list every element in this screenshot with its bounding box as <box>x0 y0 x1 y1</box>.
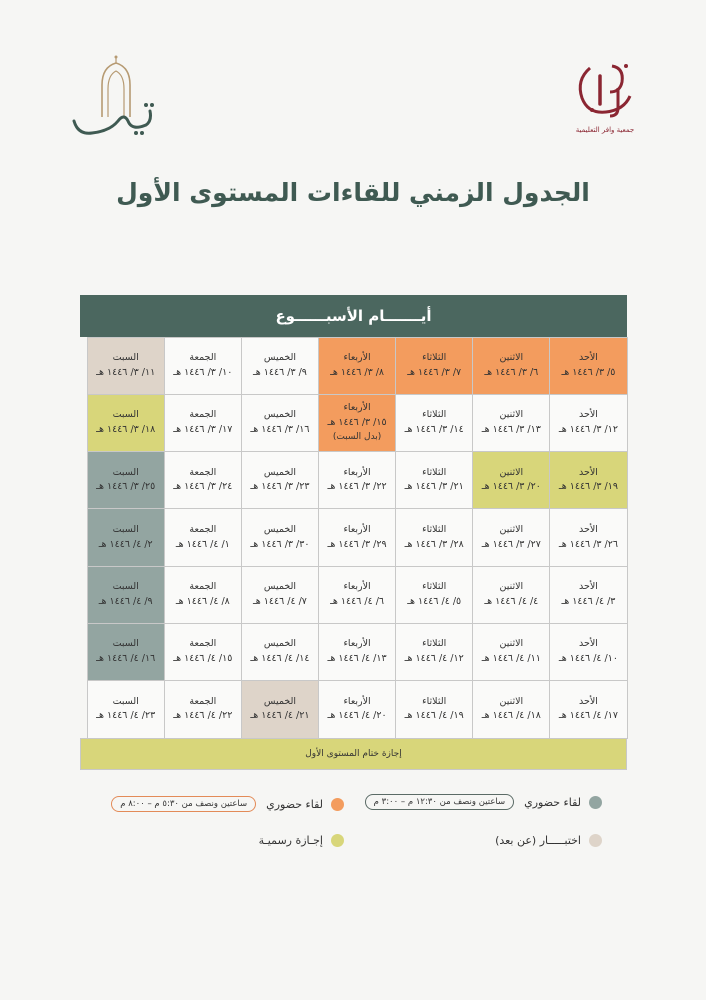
day-cell <box>87 451 165 509</box>
day-cell <box>395 451 473 509</box>
day-name: الاثنين <box>499 351 524 363</box>
day-name: الأربعاء <box>343 523 371 535</box>
day-cell <box>318 680 396 738</box>
day-cell <box>241 394 319 452</box>
day-date: ١٢/ ٣/ ١٤٤٦ هـ <box>558 423 618 435</box>
day-name: الأحد <box>578 351 598 363</box>
wafer-logo-mark <box>570 58 640 120</box>
day-cell <box>549 451 627 509</box>
day-date: ١٥/ ٣/ ١٤٤٦ هـ <box>327 416 387 428</box>
day-name: الأحد <box>578 638 598 650</box>
day-date: ٥/ ٤/ ١٤٤٦ هـ <box>407 595 462 607</box>
day-name: الجمعة <box>189 351 217 363</box>
yellow-dot-icon <box>331 834 344 847</box>
day-date: ١٢/ ٤/ ١٤٤٦ هـ <box>404 653 464 665</box>
day-date: ٢٠/ ٤/ ١٤٤٦ هـ <box>327 710 387 722</box>
day-cell <box>549 680 627 738</box>
day-cell <box>395 337 473 395</box>
day-cell <box>549 566 627 624</box>
table-row <box>80 509 627 566</box>
day-cell <box>472 508 550 566</box>
day-date: ٩/ ٤/ ١٤٤٦ هـ <box>98 595 153 607</box>
day-name: الأربعاء <box>343 638 371 650</box>
day-name: الأحد <box>578 581 598 593</box>
day-date: ٢٢/ ٤/ ١٤٤٦ هـ <box>173 710 233 722</box>
day-name: السبت <box>112 523 139 535</box>
day-name: الاثنين <box>499 695 524 707</box>
day-cell <box>472 394 550 452</box>
day-name: الثلاثاء <box>422 466 447 478</box>
table-row <box>80 623 627 680</box>
legend-orange-time: ساعتين ونصف من ٥:٣٠ م – ٨:٠٠ م <box>111 796 256 812</box>
week-header: أيـــــــام الأسبــــــوع <box>80 295 627 337</box>
day-cell <box>164 394 242 452</box>
day-name: الاثنين <box>499 466 524 478</box>
day-cell <box>241 337 319 395</box>
day-date: ١١/ ٤/ ١٤٤٦ هـ <box>481 653 541 665</box>
legend-beige-label: اختبـــــار (عن بعد) <box>495 834 581 847</box>
beige-dot-icon <box>589 834 602 847</box>
day-name: الخميس <box>263 351 297 363</box>
day-cell <box>164 566 242 624</box>
day-cell <box>164 680 242 738</box>
day-cell <box>472 566 550 624</box>
day-date: ٢٦/ ٣/ ١٤٤٦ هـ <box>558 538 618 550</box>
day-cell <box>87 680 165 738</box>
day-date: ٢٣/ ٤/ ١٤٤٦ هـ <box>96 710 156 722</box>
day-cell <box>318 337 396 395</box>
day-name: الثلاثاء <box>422 351 447 363</box>
orange-dot-icon <box>331 798 344 811</box>
day-cell <box>164 623 242 681</box>
day-date: ٢٣/ ٣/ ١٤٤٦ هـ <box>250 481 310 493</box>
tahil-logo <box>66 55 161 140</box>
table-row <box>80 452 627 509</box>
day-note: (بدل السبت) <box>332 431 382 442</box>
day-date: ١٩/ ٤/ ١٤٤٦ هـ <box>404 710 464 722</box>
day-cell <box>241 566 319 624</box>
day-date: ٨/ ٣/ ١٤٤٦ هـ <box>330 366 385 378</box>
day-cell <box>472 623 550 681</box>
day-name: الأربعاء <box>343 695 371 707</box>
day-name: الثلاثاء <box>422 523 447 535</box>
day-date: ٢٩/ ٣/ ١٤٤٦ هـ <box>327 538 387 550</box>
day-cell <box>87 623 165 681</box>
day-name: الخميس <box>263 466 297 478</box>
level-closing-row: إجازة ختام المستوى الأول <box>80 738 627 770</box>
day-name: الأربعاء <box>343 402 371 414</box>
legend-gray-time: ساعتين ونصف من ١٢:٣٠ م – ٣:٠٠ م <box>365 794 514 810</box>
day-date: ١/ ٤/ ١٤٤٦ هـ <box>175 538 230 550</box>
day-date: ١٤/ ٤/ ١٤٤٦ هـ <box>250 653 310 665</box>
day-date: ٩/ ٣/ ١٤٤٦ هـ <box>252 366 307 378</box>
day-name: الأحد <box>578 695 598 707</box>
day-cell <box>395 623 473 681</box>
day-cell <box>395 508 473 566</box>
day-date: ٧/ ٤/ ١٤٤٦ هـ <box>252 595 307 607</box>
day-name: الثلاثاء <box>422 409 447 421</box>
day-name: الثلاثاء <box>422 638 447 650</box>
day-date: ٦/ ٣/ ١٤٤٦ هـ <box>484 366 539 378</box>
legend-gray-label: لقاء حضوري <box>524 795 581 809</box>
day-cell <box>241 680 319 738</box>
table-row <box>80 681 627 738</box>
day-date: ١٠/ ٣/ ١٤٤٦ هـ <box>173 366 233 378</box>
day-name: الاثنين <box>499 523 524 535</box>
legend-beige <box>495 834 602 847</box>
day-date: ١٨/ ٤/ ١٤٤٦ هـ <box>481 710 541 722</box>
day-cell <box>549 508 627 566</box>
day-cell <box>87 337 165 395</box>
legend-yellow <box>259 834 344 847</box>
day-name: الأحد <box>578 466 598 478</box>
day-cell <box>318 623 396 681</box>
day-name: الخميس <box>263 638 297 650</box>
table-row <box>80 394 627 451</box>
day-name: الاثنين <box>499 638 524 650</box>
day-cell <box>87 508 165 566</box>
day-cell <box>549 623 627 681</box>
day-name: الأربعاء <box>343 581 371 593</box>
day-date: ١٠/ ٤/ ١٤٤٦ هـ <box>558 653 618 665</box>
day-date: ٢٢/ ٣/ ١٤٤٦ هـ <box>327 481 387 493</box>
day-name: السبت <box>112 466 139 478</box>
day-name: السبت <box>112 638 139 650</box>
day-date: ١٤/ ٣/ ١٤٤٦ هـ <box>404 423 464 435</box>
day-date: ٢٠/ ٣/ ١٤٤٦ هـ <box>481 481 541 493</box>
day-date: ١٦/ ٤/ ١٤٤٦ هـ <box>96 653 156 665</box>
day-date: ٢١/ ٣/ ١٤٤٦ هـ <box>404 481 464 493</box>
day-cell <box>472 680 550 738</box>
day-date: ١٧/ ٤/ ١٤٤٦ هـ <box>558 710 618 722</box>
day-name: الأحد <box>578 409 598 421</box>
day-date: ٧/ ٣/ ١٤٤٦ هـ <box>407 366 462 378</box>
day-date: ١٨/ ٣/ ١٤٤٦ هـ <box>96 423 156 435</box>
day-cell <box>318 394 396 452</box>
day-cell <box>87 566 165 624</box>
day-date: ٢٤/ ٣/ ١٤٤٦ هـ <box>173 481 233 493</box>
day-name: الجمعة <box>189 466 217 478</box>
day-cell <box>164 337 242 395</box>
day-date: ٣٠/ ٣/ ١٤٤٦ هـ <box>250 538 310 550</box>
day-date: ٢١/ ٤/ ١٤٤٦ هـ <box>250 710 310 722</box>
table-row <box>80 566 627 623</box>
day-date: ٦/ ٤/ ١٤٤٦ هـ <box>330 595 385 607</box>
legend-yellow-label: إجـازة رسميـة <box>258 834 323 847</box>
day-cell <box>472 337 550 395</box>
day-name: الثلاثاء <box>422 581 447 593</box>
day-date: ٢٥/ ٣/ ١٤٤٦ هـ <box>96 481 156 493</box>
day-name: الجمعة <box>189 638 217 650</box>
day-cell <box>318 566 396 624</box>
day-cell <box>318 451 396 509</box>
day-name: الأربعاء <box>343 351 371 363</box>
day-name: الثلاثاء <box>422 695 447 707</box>
day-name: الجمعة <box>189 409 217 421</box>
day-cell <box>549 394 627 452</box>
day-cell <box>395 566 473 624</box>
day-name: السبت <box>112 581 139 593</box>
day-name: الجمعة <box>189 695 217 707</box>
day-date: ٢٧/ ٣/ ١٤٤٦ هـ <box>481 538 541 550</box>
day-name: الخميس <box>263 695 297 707</box>
day-date: ٢/ ٤/ ١٤٤٦ هـ <box>98 538 153 550</box>
day-cell <box>87 394 165 452</box>
day-cell <box>395 680 473 738</box>
table-row <box>80 337 627 394</box>
day-date: ١٦/ ٣/ ١٤٤٦ هـ <box>250 423 310 435</box>
gray-dot-icon <box>589 796 602 809</box>
day-date: ١١/ ٣/ ١٤٤٦ هـ <box>96 366 156 378</box>
day-date: ٨/ ٤/ ١٤٤٦ هـ <box>175 595 230 607</box>
day-name: الأحد <box>578 523 598 535</box>
day-date: ١٣/ ٣/ ١٤٤٦ هـ <box>481 423 541 435</box>
day-cell <box>241 508 319 566</box>
legend-orange-label: لقاء حضوري <box>266 797 323 811</box>
day-name: السبت <box>112 695 139 707</box>
day-cell <box>549 337 627 395</box>
day-name: الخميس <box>263 581 297 593</box>
day-name: السبت <box>112 409 139 421</box>
day-name: الأربعاء <box>343 466 371 478</box>
day-name: الخميس <box>263 523 297 535</box>
legend-gray <box>365 794 602 810</box>
day-date: ٢٨/ ٣/ ١٤٤٦ هـ <box>404 538 464 550</box>
day-name: الخميس <box>263 409 297 421</box>
day-name: الاثنين <box>499 409 524 421</box>
day-date: ١٧/ ٣/ ١٤٤٦ هـ <box>173 423 233 435</box>
day-cell <box>241 451 319 509</box>
day-name: الاثنين <box>499 581 524 593</box>
day-cell <box>164 451 242 509</box>
day-cell <box>164 508 242 566</box>
day-name: الجمعة <box>189 523 217 535</box>
page-title: الجدول الزمني للقاءات المستوى الأول <box>116 178 590 207</box>
legend-orange <box>111 796 344 812</box>
tahil-logo-mark <box>66 55 161 140</box>
day-cell <box>318 508 396 566</box>
day-date: ٤/ ٤/ ١٤٤٦ هـ <box>484 595 539 607</box>
schedule-grid <box>80 337 627 738</box>
day-date: ٥/ ٣/ ١٤٤٦ هـ <box>561 366 616 378</box>
wafer-logo <box>555 58 655 142</box>
day-cell <box>241 623 319 681</box>
schedule-table <box>80 295 627 770</box>
day-date: ٣/ ٤/ ١٤٤٦ هـ <box>561 595 616 607</box>
wafer-caption: جمعية وافر التعليمية <box>575 126 635 134</box>
day-date: ١٩/ ٣/ ١٤٤٦ هـ <box>558 481 618 493</box>
day-date: ١٥/ ٤/ ١٤٤٦ هـ <box>173 653 233 665</box>
day-name: الجمعة <box>189 581 217 593</box>
day-cell <box>395 394 473 452</box>
day-date: ١٣/ ٤/ ١٤٤٦ هـ <box>327 653 387 665</box>
day-name: السبت <box>112 351 139 363</box>
day-cell <box>472 451 550 509</box>
